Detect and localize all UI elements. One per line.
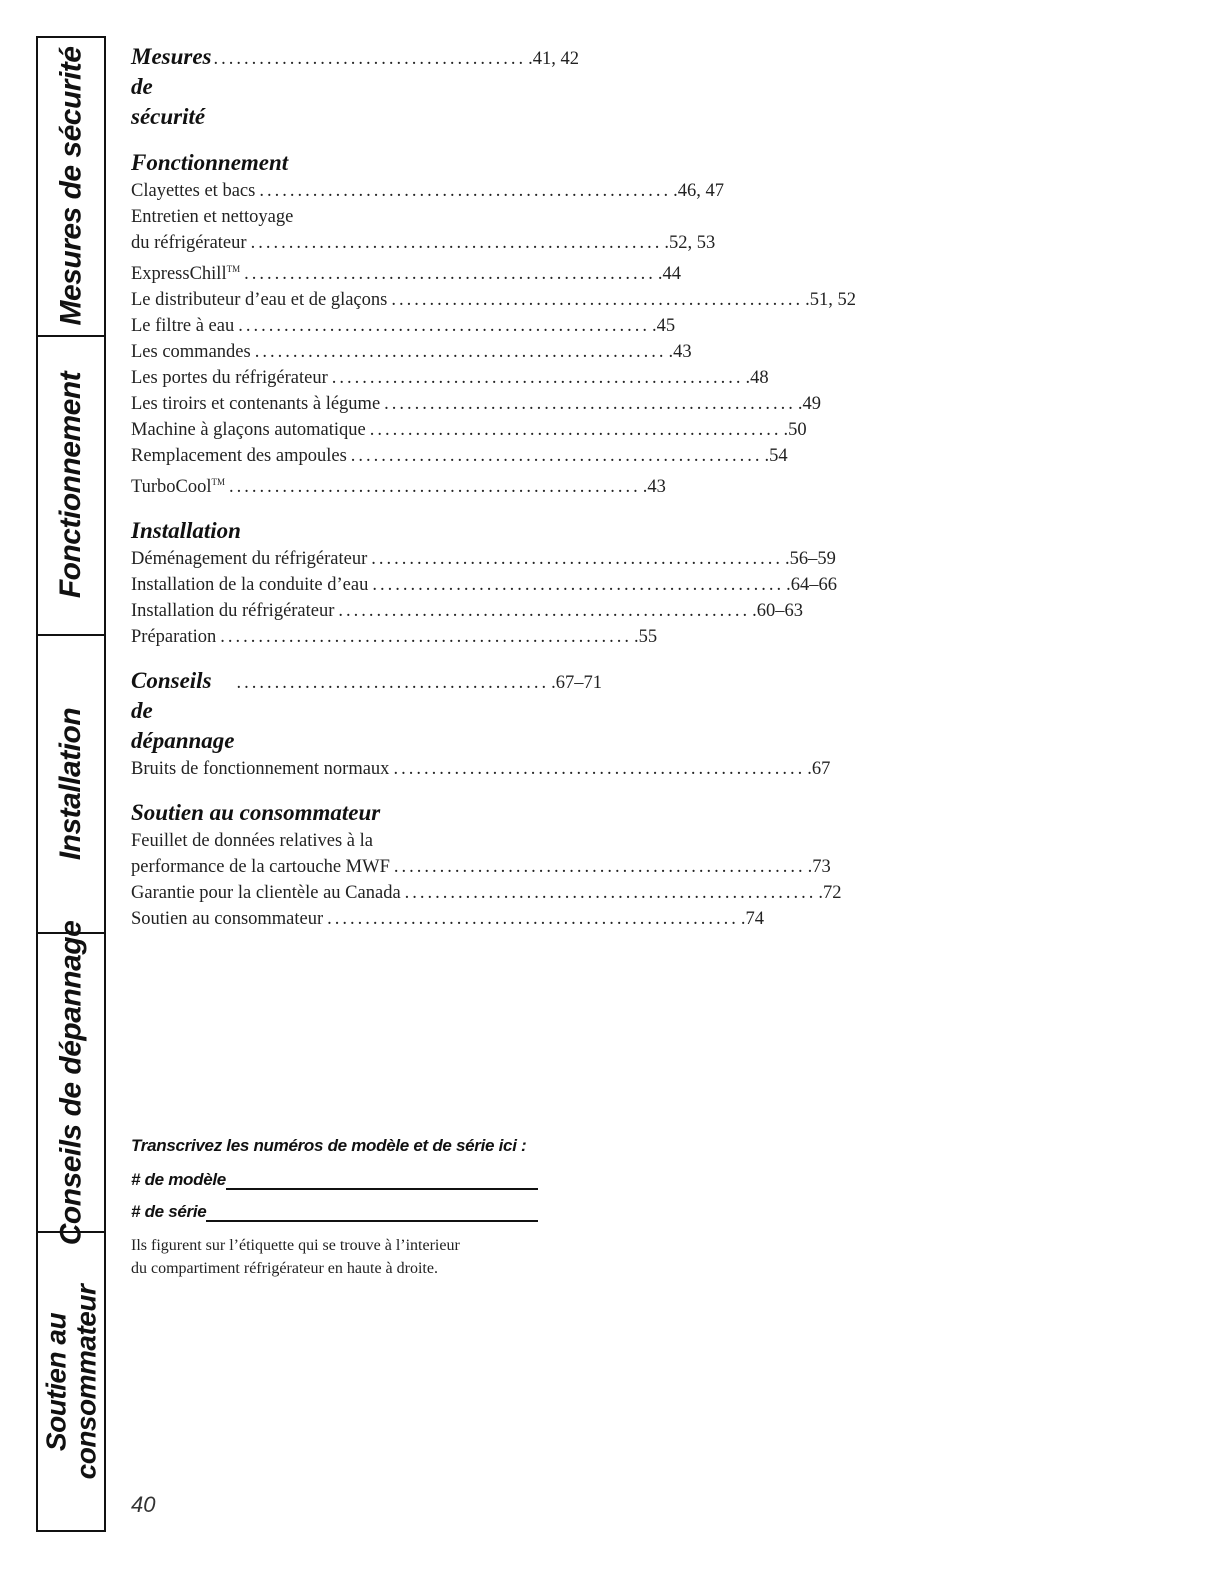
toc-heading[interactable] <box>131 666 602 756</box>
leader-dots: ...................................................... <box>220 627 633 648</box>
model-number-field[interactable] <box>226 1170 538 1190</box>
tab-installation[interactable] <box>38 636 104 935</box>
leader-dots: ...................................................... <box>393 759 806 780</box>
toc-entry[interactable] <box>131 546 836 572</box>
model-number-line <box>131 1170 561 1190</box>
entry-text: Les tiroirs et contenants à légume <box>131 394 381 415</box>
leader-dots: ...................................................... <box>327 909 739 930</box>
page-ref: .64–66 <box>786 575 837 596</box>
record-note <box>131 1234 561 1280</box>
serial-number-label: # de série <box>131 1202 207 1221</box>
toc-heading-text: Mesures de sécurité <box>131 44 212 129</box>
tab-mesures-de-securite[interactable] <box>38 38 104 337</box>
model-serial-record <box>131 1136 561 1280</box>
leader-dots: ...................................................... <box>371 549 784 570</box>
toc-entry[interactable] <box>131 469 666 500</box>
entry-text: Soutien au consommateur <box>131 909 324 930</box>
trademark-mark: TM <box>226 264 241 274</box>
toc-heading <box>131 516 535 546</box>
record-note-line: Ils figurent sur l’étiquette qui se trouve à l’interieur <box>131 1237 460 1254</box>
toc-section-installation <box>131 516 837 650</box>
page-ref: .45 <box>651 316 676 337</box>
entry-text: Installation du réfrigérateur <box>131 601 335 622</box>
entry-text: Machine à glaçons automatique <box>131 420 366 441</box>
page-ref: .50 <box>783 420 807 441</box>
entry-text: performance de la cartouche MWF <box>131 857 390 878</box>
toc-entry[interactable] <box>131 598 804 624</box>
leader-dots: ...................................................... <box>391 290 804 311</box>
toc-entry[interactable] <box>131 443 788 469</box>
leader-dots: ...................................................... <box>350 446 763 467</box>
toc-entry[interactable] <box>131 256 681 287</box>
page-ref: .74 <box>740 909 765 930</box>
leader-dots: ...................................................... <box>338 601 751 622</box>
entry-text-main: TurboCool <box>131 477 212 498</box>
leader-dots: ...................................................... <box>229 477 641 498</box>
toc-heading <box>131 148 535 178</box>
toc-entry[interactable] <box>131 756 831 782</box>
page-ref: .46, 47 <box>673 181 724 201</box>
entry-text: Les portes du réfrigérateur <box>131 368 328 389</box>
toc-entry[interactable] <box>131 624 658 650</box>
toc-entry[interactable] <box>131 572 837 598</box>
tab-label-line: consommateur <box>70 1284 101 1479</box>
page-ref: .49 <box>797 394 822 415</box>
leader-dots: ...................................................... <box>369 420 782 441</box>
page-ref: .52, 53 <box>664 233 716 253</box>
table-of-contents <box>131 42 856 948</box>
tab-label: Installation <box>54 707 88 861</box>
toc-entry[interactable] <box>131 906 765 932</box>
page-ref: .43 <box>642 477 666 498</box>
page-ref: .67 <box>807 759 831 780</box>
tab-label-line: Soutien au <box>40 1312 71 1451</box>
tab-soutien-au-consommateur[interactable] <box>38 1233 104 1530</box>
page-ref: .54 <box>764 446 788 467</box>
entry-text: du réfrigérateur <box>131 233 247 253</box>
page-ref: .73 <box>807 857 831 878</box>
leader-dots: ...................................................... <box>393 857 806 878</box>
toc-entry[interactable] <box>131 854 831 880</box>
entry-text: Bruits de fonctionnement normaux <box>131 759 390 780</box>
tab-label <box>41 1284 101 1479</box>
leader-dots: ...................................................... <box>331 368 744 389</box>
trademark-mark: TM <box>211 477 226 488</box>
record-note-line: du compartiment réfrigérateur en haute à droite. <box>131 1260 438 1277</box>
entry-text: Clayettes et bacs <box>131 181 256 201</box>
entry-text: Les commandes <box>131 342 251 363</box>
toc-entry-continuation: Entretien et nettoyage <box>131 207 294 227</box>
page-ref: .43 <box>668 342 692 363</box>
entry-text: Préparation <box>131 627 217 648</box>
leader-dots: ...................................................... <box>404 883 817 904</box>
entry-text <box>131 256 240 287</box>
leader-dots: ......................................... <box>236 673 550 694</box>
record-title: Transcrivez les numéros de modèle et de série ici : <box>131 1136 527 1155</box>
page-ref: .56–59 <box>785 549 836 570</box>
toc-entry[interactable] <box>131 339 692 365</box>
toc-entry[interactable] <box>131 365 769 391</box>
page-ref: .67–71 <box>551 673 602 694</box>
leader-dots: ...................................................... <box>254 342 667 363</box>
entry-text <box>131 469 225 500</box>
toc-section-safety <box>131 42 580 132</box>
tab-fonctionnement[interactable] <box>38 337 104 636</box>
tab-label: Conseils de dépannage <box>54 920 87 1246</box>
toc-heading[interactable] <box>131 42 580 132</box>
toc-entry[interactable] <box>131 230 716 256</box>
entry-text: Le distributeur d’eau et de glaçons <box>131 290 388 311</box>
leader-dots: ...................................................... <box>238 316 650 337</box>
toc-heading-text: Fonctionnement <box>131 150 289 175</box>
tab-label: Mesures de sécurité <box>54 46 88 326</box>
toc-section-operation <box>131 148 856 500</box>
page-ref: .55 <box>634 627 658 648</box>
tab-label: Fonctionnement <box>54 372 88 599</box>
entry-text: Garantie pour la clientèle au Canada <box>131 883 401 904</box>
entry-text-main: ExpressChill <box>131 264 227 285</box>
page-ref: .72 <box>818 883 842 904</box>
page-ref: .44 <box>657 264 681 285</box>
toc-entry[interactable] <box>131 178 724 204</box>
page-ref: .51, 52 <box>805 290 856 311</box>
tab-conseils-de-depannage[interactable] <box>38 920 104 1246</box>
entry-text: Remplacement des ampoules <box>131 446 347 467</box>
toc-heading-text: Conseils de dépannage <box>131 668 235 754</box>
page-ref: .60–63 <box>752 601 804 622</box>
toc-section-troubleshooting <box>131 666 831 782</box>
toc-entry[interactable] <box>131 391 822 417</box>
serial-number-field[interactable] <box>206 1202 538 1222</box>
toc-entry[interactable] <box>131 417 807 443</box>
toc-entry[interactable] <box>131 287 856 313</box>
entry-text: Le filtre à eau <box>131 316 235 337</box>
toc-entry-continuation: Feuillet de données relatives à la <box>131 831 373 852</box>
toc-heading-text: Soutien au consommateur <box>131 800 381 826</box>
toc-entry[interactable] <box>131 313 676 339</box>
page-ref: .48 <box>745 368 769 389</box>
toc-section-support <box>131 798 842 932</box>
leader-dots: ...................................................... <box>384 394 796 415</box>
model-number-label: # de modèle <box>131 1170 226 1189</box>
leader-dots: ......................................... <box>213 49 527 69</box>
page-ref: .41, 42 <box>528 49 580 69</box>
leader-dots: ...................................................... <box>372 575 785 596</box>
leader-dots: ...................................................... <box>244 264 656 285</box>
leader-dots: ...................................................... <box>250 233 663 253</box>
toc-heading <box>131 798 535 828</box>
entry-text: Déménagement du réfrigérateur <box>131 549 368 570</box>
toc-entry[interactable] <box>131 880 842 906</box>
entry-text: Installation de la conduite d’eau <box>131 575 369 596</box>
leader-dots: ...................................................... <box>259 181 672 201</box>
section-tabs <box>36 36 106 1532</box>
page-number: 40 <box>131 1492 156 1517</box>
serial-number-line <box>131 1202 561 1222</box>
toc-heading-text: Installation <box>131 518 241 544</box>
